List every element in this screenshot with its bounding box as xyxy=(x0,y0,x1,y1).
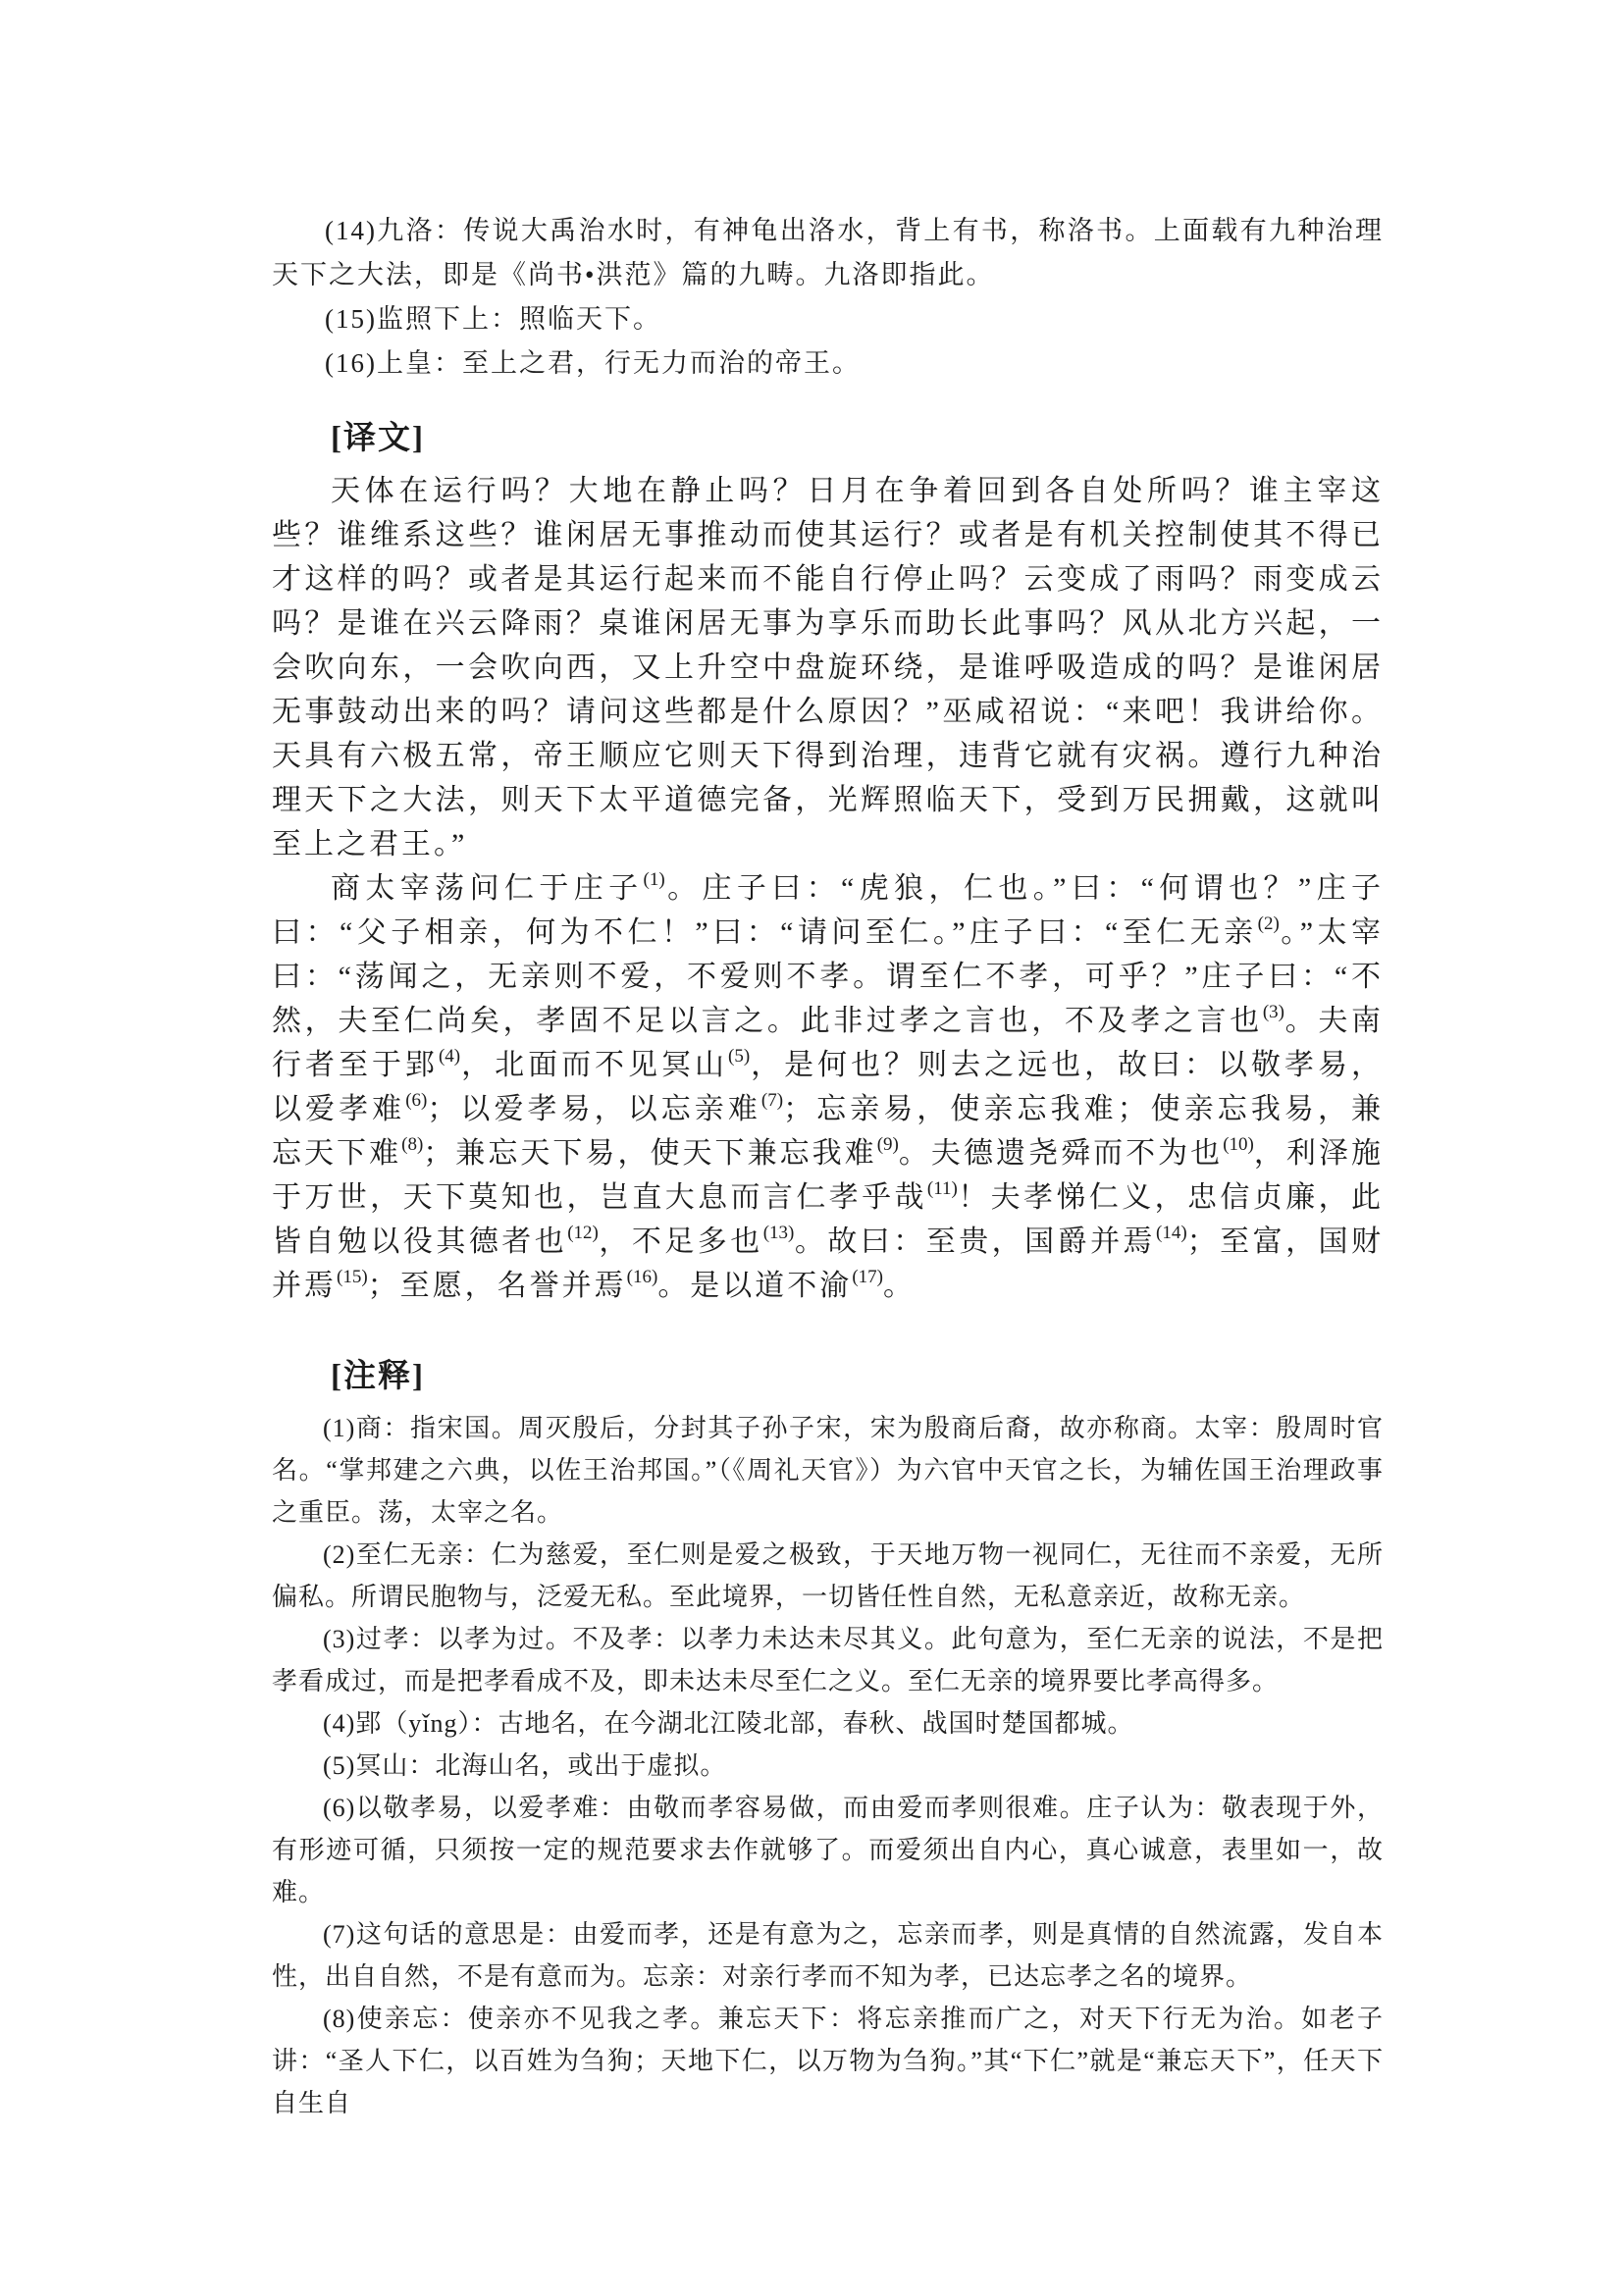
annotation-item-7: (7)这句话的意思是：由爱而孝，还是有意为之，忘亲而孝，则是真情的自然流露，发自本性，出自自然，不是有意而为。忘亲：对亲行孝而不知为孝，已达忘孝之名的境界。 xyxy=(272,1920,1384,1991)
annotation-item-1: (1)商：指宋国。周灭殷后，分封其子孙子宋，宋为殷商后裔，故亦称商。太宰：殷周时官名。“掌邦建之六典，以佐王治邦国。”（《周礼天官》）为六官中天官之长，为辅佐国王治理政事之重臣。荡，太宰之名。 xyxy=(272,1414,1384,1527)
translation-heading: [译文] xyxy=(331,421,425,456)
annotation-item-6: (6)以敬孝易，以爱孝难：由敬而孝容易做，而由爱而孝则很难。庄子认为：敬表现于外，有形迹可循，只须按一定的规范要求去作就够了。而爱须出自内心，真心诚意，表里如一，故难。 xyxy=(272,1794,1384,1906)
note-item-14: (14)九洛：传说大禹治水时，有神龟出洛水，背上有书，称洛书。上面载有九种治理天下之大法，即是《尚书•洪范》篇的九畴。九洛即指此。 xyxy=(272,216,1384,289)
top-notes-block xyxy=(272,209,1384,386)
annotation-item-8: (8)使亲忘：使亲亦不见我之孝。兼忘天下：将忘亲推而广之，对天下行无为治。如老子讲：“圣人下仁，以百姓为刍狗；天地下仁，以万物为刍狗。”其“下仁”就是“兼忘天下”，任天下自生自 xyxy=(272,2005,1384,2117)
translation-paragraph: 天体在运行吗？大地在静止吗？日月在争着回到各自处所吗？谁主宰这些？谁维系这些？谁闲居无事推动而使其运行？或者是有机关控制使其不得已才这样的吗？或者是其运行起来而不能自行停止吗？云变成了雨吗？雨变成云吗？是谁在兴云降雨？桌谁闲居无事为享乐而助长此事吗？风从北方兴起，一会吹向东，一会吹向西，又上升空中盘旋环绕，是谁呼吸造成的吗？是谁闲居无事鼓动出来的吗？请问这些都是什么原因？”巫咸祒说：“来吧！我讲给你。天具有六极五常，帝王顺应它则天下得到治理，违背它就有灾祸。遵行九种治理天下之大法，则天下太平道德完备，光辉照临天下，受到万民拥戴，这就叫至上之君王。” xyxy=(272,475,1384,860)
annotation-item-5: (5)冥山：北海山名，或出于虚拟。 xyxy=(323,1751,727,1780)
annotations-heading: [注释] xyxy=(331,1359,425,1394)
annotation-item-4: (4)郢（yǐng）：古地名，在今湖北江陵北部，春秋、战国时楚国都城。 xyxy=(323,1709,1134,1738)
original-text-paragraph: 商太宰荡问仁于庄子$^{(1)}$。庄子曰：“虎狼，仁也。”曰：“何谓也？”庄子曰：“父子相亲，何为不仁！”曰：“请问至仁。”庄子曰：“至仁无亲$^{(2)}$。”太宰曰：“荡闻之，无亲则不爱，不爱则不孝。谓至仁不孝，可乎？”庄子曰：“不然，夫至仁尚矣，孝固不足以言之。此非过孝之言也，不及孝之言也$^{(3)}$。夫南行者至于郢$^{(4)}$，北面而不见冥山$^{(5)}$，是何也？则去之远也，故曰：以敬孝易，以爱孝难$^{(6)}$；以爱孝易，以忘亲难$^{(7)}$；忘亲易，使亲忘我难；使亲忘我易，兼忘天下难$^{(8)}$；兼忘天下易，使天下兼忘我难$^{(9)}$。夫德遗尧舜而不为也$^{(10)}$，利泽施于万世，天下莫知也，岂直大息而言仁孝乎哉$^{(11)}$！夫孝悌仁义，忠信贞廉，此皆自勉以役其德者也$^{(12)}$，不足多也$^{(13)}$。故曰：至贵，国爵并焉$^{(14)}$；至富，国财并焉$^{(15)}$；至愿，名誉并焉$^{(16)}$。是以道不渝$^{(17)}$。 xyxy=(272,869,1385,1302)
annotation-item-3: (3)过孝：以孝为过。不及孝：以孝力未达未尽其义。此句意为，至仁无亲的说法，不是把孝看成过，而是把孝看成不及，即未达未尽至仁之义。至仁无亲的境界要比孝高得多。 xyxy=(272,1625,1384,1695)
page-content xyxy=(272,209,1384,2124)
annotation-item-2: (2)至仁无亲：仁为慈爱，至仁则是爱之极致，于天地万物一视同仁，无往而不亲爱，无所偏私。所谓民胞物与，泛爱无私。至此境界，一切皆任性自然，无私意亲近，故称无亲。 xyxy=(272,1540,1384,1611)
note-item-15: (15)监照下上：照临天下。 xyxy=(325,304,661,334)
annotations-block xyxy=(272,1407,1384,2124)
note-item-16: (16)上皇：至上之君，行无力而治的帝王。 xyxy=(325,348,861,378)
